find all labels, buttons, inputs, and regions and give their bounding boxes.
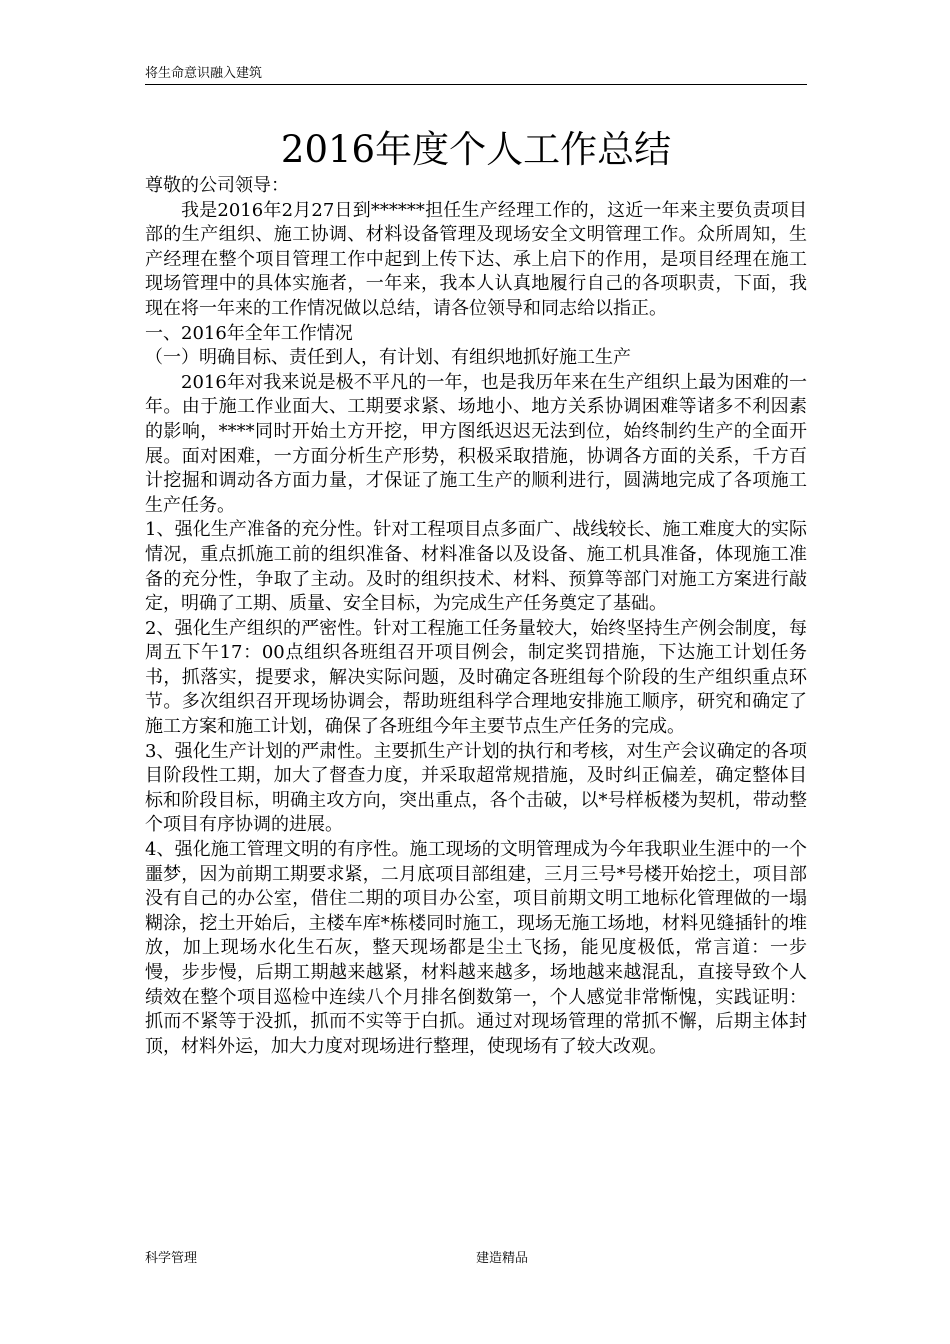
subsection-heading: （一）明确目标、责任到人，有计划、有组织地抓好施工生产: [145, 347, 631, 369]
footer-left-text: 科学管理: [145, 1251, 198, 1266]
subsection-intro-paragraph: 2016年对我来说是极不平凡的一年，也是我历年来在生产组织上最为困难的一年。由于施工作业面大、工期要求紧、场地小、地方关系协调困难等诸多不利因素的影响，****同时开始土方开挖，甲方图纸迟迟无法到位，始终制约生产的全面开展。面对困难，一方面分析生产形势，积极采取措施，协调各方面的关系，千方百计挖掘和调动各方面力量，才保证了施工生产的顺利进行，圆满地完成了各项施工生产任务。: [145, 371, 807, 516]
section-heading: 一、2016年全年工作情况: [145, 322, 353, 344]
list-item: 3、强化生产计划的严肃性。主要抓生产计划的执行和考核，对生产会议确定的各项目阶段性工期，加大了督查力度，并采取超常规措施，及时纠正偏差，确定整体目标和阶段目标，明确主攻方向，突出重点，各个击破，以*号样板楼为契机，带动整个项目有序协调的进展。: [145, 740, 807, 836]
header-divider: [145, 84, 807, 85]
list-item: 4、强化施工管理文明的有序性。施工现场的文明管理成为今年我职业生涯中的一个噩梦，因为前期工期要求紧，二月底项目部组建，三月三号*号楼开始挖土，项目部没有自己的办公室，借住二期的项目办公室，项目前期文明工地标化管理做的一塌糊涂，挖土开始后，主楼车库*栋楼同时施工，现场无施工场地，材料见缝插针的堆放，加上现场水化生石灰，整天现场都是尘土飞扬，能见度极低，常言道：一步慢，步步慢，后期工期越来越紧，材料越来越多，场地越来越混乱，直接导致个人绩效在整个项目巡检中连续八个月排名倒数第一，个人感觉非常惭愧，实践证明：抓而不紧等于没抓，抓而不实等于白抓。通过对现场管理的常抓不懈，后期主体封顶，材料外运，加大力度对现场进行整理，使现场有了较大改观。: [145, 839, 807, 1057]
list-item: 2、强化生产组织的严密性。针对工程施工任务量较大，始终坚持生产例会制度，每周五下午17：00点组织各班组召开项目例会，制定奖罚措施，下达施工计划任务书，抓落实，提要求，解决实际问题，及时确定各班组每个阶段的生产组织重点环节。多次组织召开现场协调会，帮助班组科学合理地安排施工顺序，研究和确定了施工方案和施工计划，确保了各班组今年主要节点生产任务的完成。: [145, 617, 807, 738]
document-title: 2016年度个人工作总结: [280, 128, 672, 171]
list-item: 1、强化生产准备的充分性。针对工程项目点多面广、战线较长、施工难度大的实际情况，重点抓施工前的组织准备、材料准备以及设备、施工机具准备，体现施工准备的充分性，争取了主动。及时的组织技术、材料、预算等部门对施工方案进行敲定，明确了工期、质量、安全目标，为完成生产任务奠定了基础。: [145, 519, 807, 615]
document-body: [145, 174, 807, 1059]
page-header: 将生命意识融入建筑: [145, 66, 263, 81]
footer-right-text: 建造精品: [476, 1251, 529, 1266]
intro-paragraph: 我是2016年2月27日到******担任生产经理工作的，这近一年来主要负责项目部的生产组织、施工协调、材料设备管理及现场安全文明管理工作。众所周知，生产经理在整个项目管理工作中起到上传下达、承上启下的作用，是项目经理在施工现场管理中的具体实施者，一年来，我本人认真地履行自己的各项职责，下面，我现在将一年来的工作情况做以总结，请各位领导和同志给以指正。: [145, 199, 807, 319]
salutation: 尊敬的公司领导：: [145, 175, 289, 196]
